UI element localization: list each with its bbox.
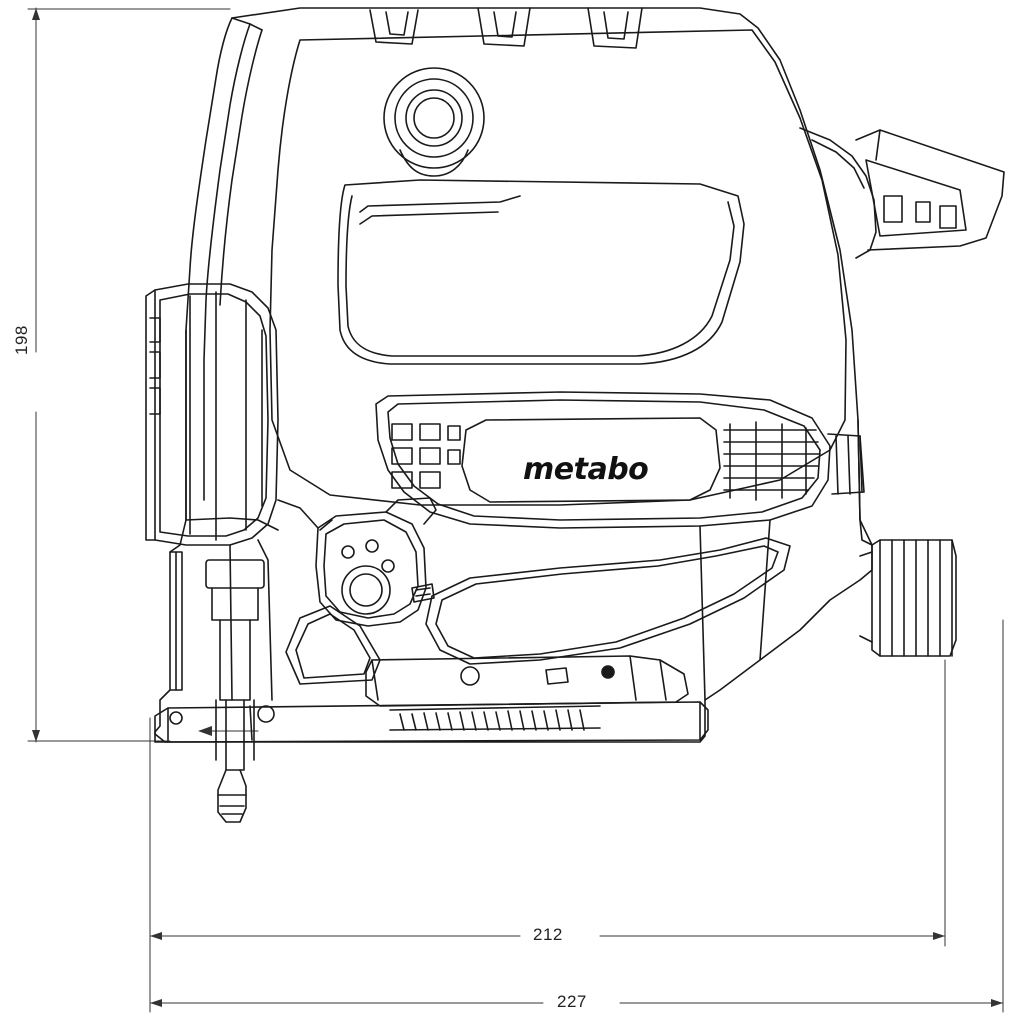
dimension-lines [28, 8, 1003, 1012]
metabo-logo-text: metabo [523, 452, 649, 487]
dimension-label-body-length: 212 [528, 925, 568, 945]
dimension-label-overall-length: 227 [552, 992, 592, 1012]
jigsaw-body-outline [146, 8, 1004, 822]
dimension-label-height: 198 [12, 320, 32, 360]
